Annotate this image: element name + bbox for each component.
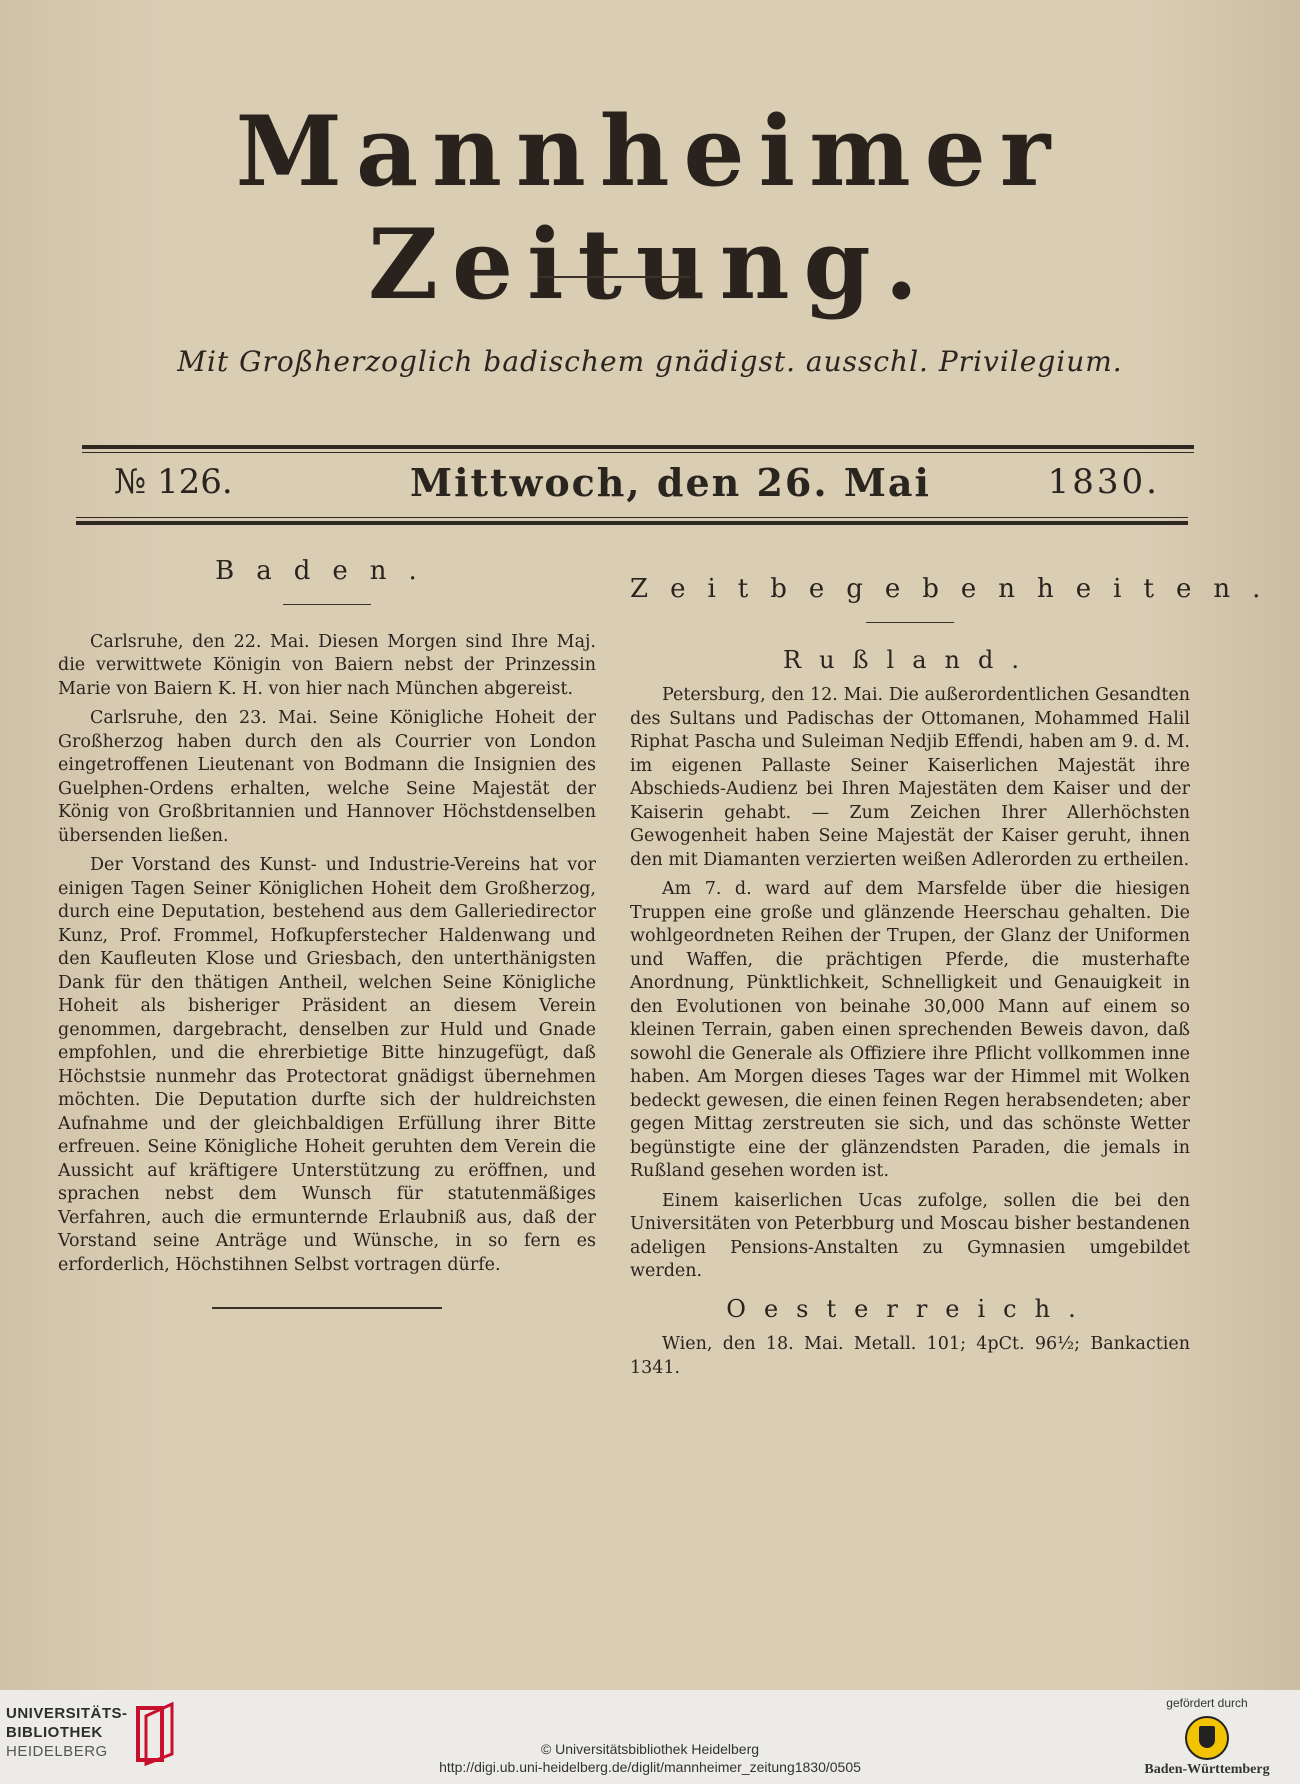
section-heading-zeitbegebenheiten: Zeitbegebenheiten. (630, 574, 1283, 604)
issue-date: Mittwoch, den 26. Mai (410, 460, 931, 505)
sponsor-block (1132, 1696, 1282, 1778)
double-rule-top (82, 445, 1194, 453)
article-paragraph: Carlsruhe, den 22. Mai. Diesen Morgen sind Ihre Maj. die verwittwete Königin von Baiern nebst der Prinzessin Marie von Baiern K. H. von hier nach München abgereist. (58, 631, 596, 699)
article-paragraph: Am 7. d. ward auf dem Marsfelde über die hiesigen Truppen eine große und glänzende Heerschau gehalten. Die wohlgeordneten Reihen der Trupen, der Glanz der Uniformen und Waffen, die prächtigen Pferde, die musterhafte Anordnung, Pünktlichkeit, Schnelligkeit und Genauigkeit in den Evolutionen von beinahe 30,000 Mann auf einem so kleinen Terrain, gaben einen sprechenden Beweis davon, daß sowohl die Generale als Offiziere ihre Pflicht vollkommen inne haben. Am Morgen dieses Tages war der Himmel mit Wolken bedeckt gewesen, die einen feinen Regen herabsendeten; aber gegen Mittag zerstreuten sie sich, und das schönste Wetter begünstigte eine der glänzendsten Paraden, die jemals in Rußland gesehen worden ist. (630, 879, 1190, 1181)
left-column (58, 556, 596, 1309)
copyright-block (0, 1740, 1300, 1776)
subheading-oesterreich: Oesterreich. (726, 1294, 1094, 1323)
masthead-title: Mannheimer Zeitung. (235, 95, 1065, 321)
masthead-rule (538, 276, 690, 278)
copyright-text: © Universitätsbibliothek Heidelberg (540, 1741, 760, 1757)
column-end-rule (212, 1307, 442, 1309)
logo-line: BIBLIOTHEK (6, 1724, 103, 1741)
privilege-line: Mit Großherzoglich badischem gnädigst. ausschl. Privilegium. (177, 345, 1123, 378)
article-paragraph: Einem kaiserlichen Ucas zufolge, sollen die bei den Universitäten von Peterbburg und Moscau bisher bestandenen adeligen Pensions-Anstalten zu Gymnasien umgebildet werden. (630, 1190, 1190, 1281)
source-url[interactable]: http://digi.ub.uni-heidelberg.de/diglit/mannheimer_zeitung1830/0505 (439, 1759, 861, 1775)
library-footer (0, 1690, 1300, 1784)
double-rule-bottom (76, 517, 1188, 525)
right-column (630, 574, 1283, 1386)
state-crest-icon (1185, 1716, 1229, 1760)
issue-number: № 126. (114, 462, 233, 502)
sponsor-label: gefördert durch (1166, 1696, 1248, 1710)
article-paragraph: Der Vorstand des Kunst- und Industrie-Vereins hat vor einigen Tagen Seiner Königlichen Hoheit dem Großherzog, durch eine Deputation, bestehend aus dem Galleriedirector Kunz, Prof. Frommel, Hofkupferstecher Haldenwang und den Kaufleuten Klose und Griesbach, den unterthänigsten Dank für den thätigen Antheil, welchen Seine Königliche Hoheit als bisheriger Präsident an diesem Verein genommen, dargebracht, denselben zur Huld und Gnade empfohlen, und die ehrerbietige Bitte hinzugefügt, daß Höchstsie nunmehr das Protectorat gnädigst übernehmen möchten. Die Deputation durfte sich der huldreichsten Aufnahme und der gleichbaldigen Erfüllung ihrer Bitte erfreuen. Seine Königliche Hoheit geruhten dem Verein die Aussicht auf kräftigere Unterstützung zu eröffnen, und sprachen nebst dem Wunsch für statutenmäßiges Verfahren, auch die ermunternde Erlaubniß aus, daß der Vorstand seine Anträge und Wünsche, in so fern es erforderlich, Höchstihnen Selbst vortragen dürfe. (58, 855, 596, 1275)
heading-rule (866, 622, 954, 623)
issue-year: 1830. (1047, 462, 1160, 502)
logo-line: UNIVERSITÄTS- (6, 1705, 128, 1722)
article-paragraph: Wien, den 18. Mai. Metall. 101; 4pCt. 96½; Bankactien 1341. (630, 1334, 1190, 1378)
subheading-russland: Rußland. (783, 645, 1037, 674)
article-paragraph: Petersburg, den 12. Mai. Die außerordentlichen Gesandten des Sultans und Padischas der Ottomanen, Mohammed Halil Riphat Pascha und Suleiman Nedjib Effendi, haben am 9. d. M. im eigenen Pallaste Seiner Kaiserlichen Majestät ihre Abschieds-Audienz bei Ihren Majestäten dem Kaiser und der Kaiserin gehabt. — Zum Zeichen Ihrer Allerhöchsten Gewogenheit haben Seine Majestät der Kaiser geruht, ihnen den mit Diamanten verzierten weißen Adlerorden zu ertheilen. (630, 685, 1190, 870)
issue-line (100, 462, 1160, 512)
article-paragraph: Carlsruhe, den 23. Mai. Seine Königliche Hoheit der Großherzog haben durch den als Courrier von London eingetroffenen Lieutenant von Bodmann die Insignien des Guelphen-Ordens erhalten, welche Seine Majestät der König von Großbritannien und Hannover Höchstdenselben übersenden ließen. (58, 708, 596, 846)
heading-rule (283, 604, 371, 605)
logo-line: HEIDELBERG (6, 1743, 108, 1760)
sponsor-name: Baden-Württemberg (1144, 1762, 1270, 1777)
section-heading-baden: Baden. (215, 556, 439, 586)
